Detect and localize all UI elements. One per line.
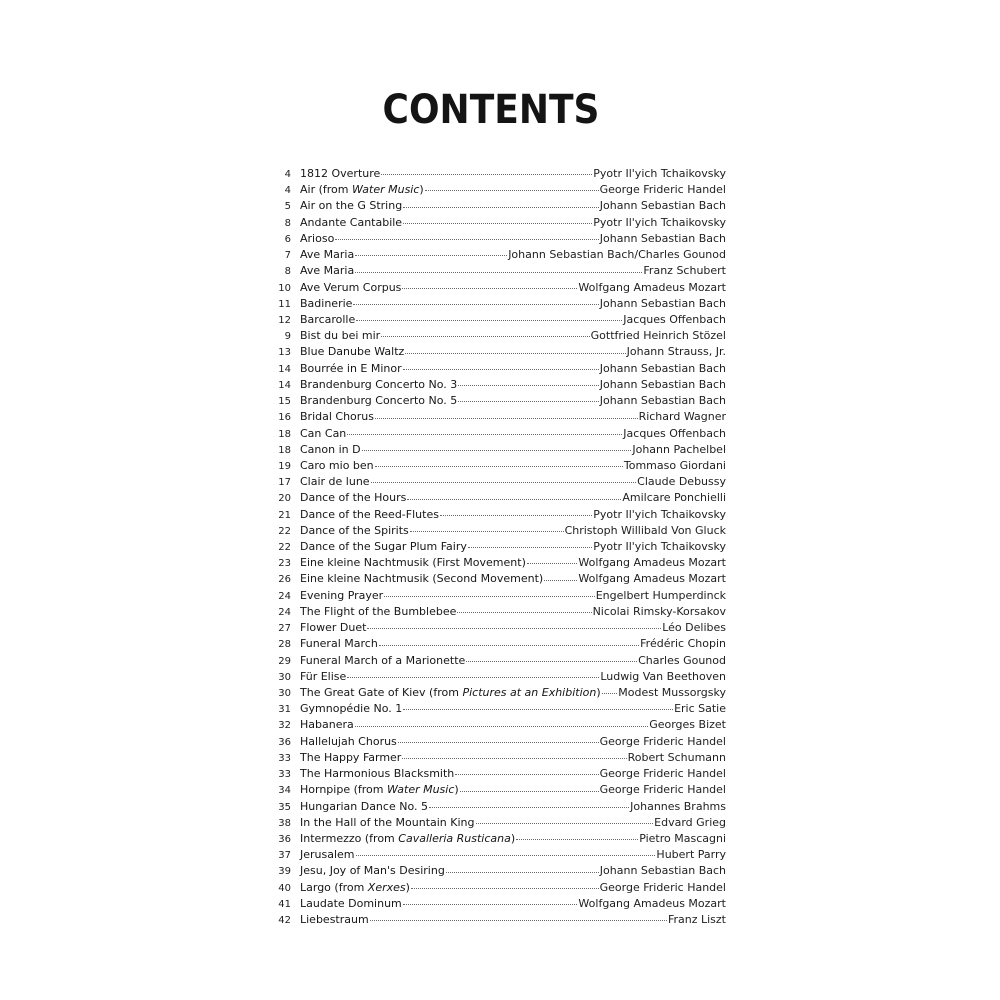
toc-title-suffix: ) (596, 686, 601, 699)
toc-title-text: The Flight of the Bumblebee (300, 604, 457, 618)
dot-leader (355, 725, 648, 727)
toc-title (300, 198, 402, 214)
toc-title-text: Eine kleine Nachtmusik (Second Movement) (300, 572, 544, 586)
toc-title-text: Brandenburg Concerto No. 3 (300, 377, 458, 391)
toc-title-text: Bist du bei mir (300, 329, 381, 343)
toc-composer: Johann Sebastian Bach (599, 361, 726, 375)
toc-title (300, 490, 406, 506)
toc-composer: Wolfgang Amadeus Mozart (578, 280, 726, 294)
toc-entry[interactable] (270, 620, 726, 636)
toc-title-italic: Pictures at an Exhibition (462, 686, 597, 699)
dot-leader (405, 352, 625, 354)
toc-title (300, 474, 370, 490)
toc-title-text: Ave Maria (300, 248, 355, 262)
dot-leader (516, 838, 638, 840)
toc-composer: Hubert Parry (656, 848, 726, 862)
dot-leader (425, 189, 599, 191)
toc-title (300, 280, 401, 296)
toc-title (300, 296, 352, 312)
dot-leader (544, 579, 577, 581)
toc-entry[interactable] (270, 815, 726, 831)
toc-composer: Pyotr Il'yich Tchaikovsky (593, 507, 726, 521)
toc-composer: Johann Sebastian Bach/Charles Gounod (508, 248, 726, 262)
dot-leader (466, 660, 637, 662)
toc-page-number: 10 (278, 282, 291, 294)
toc-composer: Claude Debussy (637, 475, 726, 489)
toc-page-number: 30 (278, 671, 291, 683)
toc-composer: Jacques Offenbach (623, 312, 726, 326)
toc-entry[interactable] (270, 328, 726, 344)
dot-leader (527, 562, 578, 564)
dot-leader (476, 822, 654, 824)
toc-title (300, 863, 445, 879)
toc-composer: Gottfried Heinrich Stözel (590, 329, 726, 343)
toc-entry[interactable] (270, 312, 726, 328)
toc-title-text: Dance of the Sugar Plum Fairy (300, 540, 467, 554)
toc-composer: Robert Schumann (627, 750, 726, 764)
toc-entry[interactable] (270, 409, 726, 425)
toc-title (300, 831, 515, 847)
toc-title (300, 523, 409, 539)
dot-leader (375, 465, 623, 467)
toc-page-number: 42 (278, 915, 291, 927)
toc-title-text: Jesu, Joy of Man's Desiring (300, 864, 445, 878)
toc-composer: Johann Sebastian Bach (599, 394, 726, 408)
toc-entry[interactable] (270, 377, 726, 393)
toc-page-number: 32 (278, 720, 291, 732)
toc-page-number: 5 (284, 201, 291, 213)
toc-title-text: Dance of the Spirits (300, 523, 409, 537)
toc-title (300, 328, 380, 344)
toc-entry[interactable] (270, 604, 726, 620)
toc-title (300, 182, 424, 198)
toc-composer: Richard Wagner (638, 410, 726, 424)
toc-title-text: Largo (from (300, 880, 368, 894)
dot-leader (356, 319, 622, 321)
toc-entry[interactable] (270, 701, 726, 717)
dot-leader (381, 173, 592, 175)
dot-leader (355, 254, 507, 256)
toc-page-number: 23 (278, 558, 291, 570)
toc-page-number: 27 (278, 623, 291, 635)
toc-title-text: The Harmonious Blacksmith (300, 767, 455, 781)
dot-leader (403, 206, 599, 208)
dot-leader (367, 627, 661, 629)
toc-entry[interactable] (270, 750, 726, 766)
toc-page-number: 7 (284, 250, 291, 262)
toc-composer: Tommaso Giordani (623, 458, 726, 472)
toc-title (300, 766, 454, 782)
toc-page-number: 28 (278, 639, 291, 651)
toc-title-text: Bridal Chorus (300, 410, 375, 424)
toc-title (300, 912, 369, 928)
toc-composer: Franz Schubert (643, 264, 726, 278)
toc-page-number: 8 (284, 266, 291, 278)
toc-composer: Johann Sebastian Bach (599, 199, 726, 213)
toc-title (300, 717, 354, 733)
dot-leader (446, 871, 599, 873)
toc-title-suffix: ) (454, 783, 459, 797)
toc-title-text: Bourrée in E Minor (300, 361, 402, 375)
toc-page-number: 41 (278, 898, 291, 910)
toc-composer: Johann Strauss, Jr. (626, 345, 726, 359)
toc-title-text: Jerusalem (300, 848, 355, 862)
toc-entry[interactable] (270, 247, 726, 263)
toc-composer: Ludwig Van Beethoven (600, 669, 726, 683)
toc-title (300, 166, 380, 182)
toc-entry[interactable] (270, 685, 726, 701)
toc-title-italic: Water Music (352, 183, 420, 197)
toc-title-text: The Great Gate of Kiev (from (300, 686, 463, 699)
toc-page-number: 29 (278, 655, 291, 667)
toc-composer: Engelbert Humperdinck (595, 588, 726, 602)
dot-leader (411, 887, 599, 889)
toc-title-text: Arioso (300, 231, 335, 245)
toc-entry[interactable] (270, 896, 726, 912)
toc-title (300, 344, 404, 360)
toc-entry[interactable] (270, 863, 726, 879)
toc-entry[interactable] (270, 912, 726, 928)
toc-title (300, 393, 457, 409)
toc-composer: Johann Sebastian Bach (599, 864, 726, 878)
toc-composer: George Frideric Handel (599, 880, 726, 894)
toc-page-number: 34 (278, 785, 291, 797)
toc-title (300, 426, 346, 442)
toc-title-text: 1812 Overture (300, 167, 381, 180)
toc-title-suffix: ) (419, 183, 424, 197)
dot-leader (335, 238, 598, 240)
toc-entry[interactable] (270, 344, 726, 360)
toc-composer: George Frideric Handel (599, 183, 726, 197)
toc-page-number: 19 (278, 460, 291, 472)
toc-title-text: Eine kleine Nachtmusik (First Movement) (300, 556, 526, 570)
toc-page-number: 21 (278, 509, 291, 521)
dot-leader (371, 481, 637, 483)
toc-title (300, 263, 354, 279)
toc-title (300, 750, 401, 766)
toc-entry[interactable] (270, 831, 726, 847)
toc-composer: Johann Sebastian Bach (599, 231, 726, 245)
toc-page-number: 38 (278, 817, 291, 829)
toc-title (300, 604, 456, 620)
toc-title-text: Hallelujah Chorus (300, 734, 397, 748)
toc-composer: George Frideric Handel (599, 783, 726, 797)
dot-leader (460, 790, 599, 792)
toc-page-number: 30 (278, 688, 291, 699)
toc-entry[interactable] (270, 263, 726, 279)
toc-entry[interactable] (270, 766, 726, 782)
toc-page-number: 4 (284, 169, 291, 180)
dot-leader (468, 546, 592, 548)
toc-entry[interactable] (270, 490, 726, 506)
toc-entry[interactable] (270, 571, 726, 587)
toc-page-number: 11 (278, 298, 291, 310)
toc-entry[interactable] (270, 555, 726, 571)
toc-page-number: 35 (278, 801, 291, 813)
toc-title (300, 588, 383, 604)
dot-leader (458, 400, 598, 402)
toc-title (300, 377, 457, 393)
toc-title (300, 669, 346, 685)
toc-composer: Léo Delibes (662, 621, 726, 635)
toc-entry[interactable] (270, 636, 726, 652)
toc-title-text: Habanera (300, 718, 354, 732)
toc-title-text: Für Elise (300, 669, 347, 683)
dot-leader (347, 676, 599, 678)
toc-title-text: Ave Maria (300, 264, 355, 278)
toc-composer: Eric Satie (674, 702, 726, 716)
toc-page-number: 4 (284, 185, 291, 197)
toc-title (300, 458, 374, 474)
toc-composer: Pyotr Il'yich Tchaikovsky (593, 540, 726, 554)
toc-page-number: 12 (278, 314, 291, 326)
toc-title (300, 896, 402, 912)
toc-title-text: Can Can (300, 426, 347, 440)
toc-entry[interactable] (270, 782, 726, 798)
dot-leader (353, 303, 598, 305)
toc-title-italic: Water Music (386, 783, 455, 797)
dot-leader (429, 806, 629, 808)
toc-composer: Pietro Mascagni (639, 831, 726, 845)
toc-title (300, 247, 354, 263)
toc-title-text: Laudate Dominum (300, 896, 402, 910)
toc-title (300, 555, 526, 571)
toc-entry[interactable] (270, 588, 726, 604)
toc-composer: Charles Gounod (638, 653, 726, 667)
dot-leader (458, 384, 598, 386)
toc-entry[interactable] (270, 847, 726, 863)
toc-title (300, 409, 374, 425)
toc-title-italic: Cavalleria Rusticana (398, 831, 511, 845)
toc-page-number: 20 (278, 493, 291, 505)
toc-title-text: Gymnopédie No. 1 (300, 702, 403, 716)
dot-leader (402, 287, 577, 289)
toc-title (300, 571, 543, 587)
toc-title-text: Dance of the Reed-Flutes (300, 507, 439, 521)
toc-title-text: Funeral March of a Marionette (300, 653, 466, 667)
toc-title-text: Andante Cantabile (300, 215, 403, 229)
toc-composer: Wolfgang Amadeus Mozart (578, 572, 726, 586)
toc-page-number: 31 (278, 704, 291, 716)
toc-title (300, 685, 601, 701)
toc-title-text: Liebestraum (300, 913, 369, 927)
toc-entry[interactable] (270, 361, 726, 377)
toc-title-text: The Happy Farmer (300, 750, 402, 764)
dot-leader (457, 611, 591, 613)
toc-page-number: 39 (278, 866, 291, 878)
toc-title (300, 653, 465, 669)
toc-composer: Johann Sebastian Bach (599, 296, 726, 310)
toc-page-number: 24 (278, 590, 291, 602)
toc-composer: Edvard Grieg (654, 815, 726, 829)
toc-page-number: 22 (278, 542, 291, 554)
toc-title (300, 361, 402, 377)
dot-leader (403, 368, 599, 370)
toc-title-text: Evening Prayer (300, 588, 384, 602)
page-title: CONTENTS (382, 87, 600, 133)
toc-title (300, 215, 402, 231)
toc-entry[interactable] (270, 166, 726, 182)
toc-entry[interactable] (270, 539, 726, 555)
toc-composer: Wolfgang Amadeus Mozart (578, 896, 726, 910)
toc-page-number: 14 (278, 379, 291, 391)
toc-entry[interactable] (270, 426, 726, 442)
toc-composer: Johann Pachelbel (632, 442, 726, 456)
toc-page-number: 26 (278, 574, 291, 586)
dot-leader (355, 271, 642, 273)
toc-title-suffix: ) (405, 880, 410, 894)
toc-composer: Amilcare Ponchielli (622, 491, 726, 505)
toc-composer: Nicolai Rimsky-Korsakov (592, 604, 726, 618)
dot-leader (403, 903, 578, 905)
dot-leader (375, 417, 638, 419)
toc-page-number: 8 (284, 217, 291, 229)
toc-title-text: Canon in D (300, 442, 361, 456)
toc-title (300, 799, 428, 815)
toc-entry[interactable] (270, 442, 726, 458)
toc-title (300, 620, 366, 636)
toc-title-text: Clair de lune (300, 475, 370, 489)
toc-entry[interactable] (270, 523, 726, 539)
toc-entry[interactable] (270, 799, 726, 815)
toc-composer: Pyotr Il'yich Tchaikovsky (593, 215, 726, 229)
dot-leader (410, 530, 564, 532)
dot-leader (356, 854, 656, 856)
dot-leader (362, 449, 632, 451)
toc-entry[interactable] (270, 880, 726, 896)
toc-entry[interactable] (270, 653, 726, 669)
dot-leader (398, 741, 599, 743)
toc-composer: Wolfgang Amadeus Mozart (578, 556, 726, 570)
toc-composer: Georges Bizet (649, 718, 726, 732)
toc-page-number: 18 (278, 428, 291, 440)
toc-title-text: In the Hall of the Mountain King (300, 815, 475, 829)
dot-leader (407, 498, 621, 500)
toc-entry[interactable] (270, 182, 726, 198)
toc-title (300, 231, 334, 247)
toc-page-number: 33 (278, 769, 291, 781)
toc-title (300, 815, 475, 831)
toc-title-suffix: ) (510, 831, 516, 845)
dot-leader (384, 595, 595, 597)
toc-page-number: 6 (284, 233, 291, 245)
toc-title-text: Dance of the Hours (300, 491, 407, 505)
toc-page-number: 15 (278, 396, 291, 408)
toc-composer: Christoph Willibald Von Gluck (564, 523, 726, 537)
toc-entry[interactable] (270, 717, 726, 733)
toc-page-number: 18 (278, 444, 291, 456)
toc-page-number: 36 (278, 736, 291, 748)
toc-title-text: Hungarian Dance No. 5 (300, 799, 428, 813)
toc-composer: Pyotr Il'yich Tchaikovsky (593, 167, 726, 180)
toc-title-text: Funeral March (300, 637, 378, 651)
toc-composer: Johann Sebastian Bach (599, 377, 726, 391)
toc-title-text: Blue Danube Waltz (300, 345, 405, 359)
toc-title (300, 312, 355, 328)
toc-entry[interactable] (270, 215, 726, 231)
toc-composer: Johannes Brahms (630, 799, 726, 813)
toc-page-number: 16 (278, 412, 291, 424)
toc-composer: Frédéric Chopin (640, 637, 726, 651)
toc-title (300, 847, 355, 863)
toc-entry[interactable] (270, 198, 726, 214)
table-of-contents (270, 166, 726, 928)
toc-composer: George Frideric Handel (599, 734, 726, 748)
toc-title-text: Air (from (300, 183, 352, 197)
toc-title-text: Air on the G String (300, 199, 403, 213)
toc-composer: Franz Liszt (667, 913, 726, 927)
toc-entry[interactable] (270, 734, 726, 750)
dot-leader (379, 644, 639, 646)
toc-title-text: Intermezzo (from (300, 831, 399, 845)
toc-title (300, 442, 361, 458)
toc-page-number: 40 (278, 882, 291, 894)
toc-title (300, 701, 402, 717)
dot-leader (403, 708, 673, 710)
toc-page-number: 36 (278, 833, 291, 845)
toc-title-italic: Xerxes (367, 880, 406, 894)
toc-entry[interactable] (270, 393, 726, 409)
dot-leader (440, 514, 592, 516)
toc-page-number: 17 (278, 477, 291, 489)
toc-entry[interactable] (270, 458, 726, 474)
toc-title (300, 782, 459, 798)
toc-title-text: Caro mio ben (300, 458, 374, 472)
dot-leader (402, 757, 626, 759)
toc-title (300, 734, 397, 750)
toc-title (300, 636, 378, 652)
toc-title-text: Hornpipe (from (300, 783, 387, 797)
toc-title (300, 880, 410, 896)
dot-leader (403, 222, 592, 224)
toc-page-number: 9 (284, 331, 291, 343)
toc-title (300, 539, 467, 555)
dot-leader (455, 773, 598, 775)
toc-page-number: 14 (278, 363, 291, 375)
toc-entry[interactable] (270, 296, 726, 312)
toc-title (300, 507, 439, 523)
toc-title-text: Ave Verum Corpus (300, 280, 402, 294)
dot-leader (347, 433, 622, 435)
toc-page-number: 37 (278, 850, 291, 862)
toc-title-text: Badinerie (300, 296, 353, 310)
toc-entry[interactable] (270, 231, 726, 247)
toc-title-text: Brandenburg Concerto No. 5 (300, 394, 458, 408)
toc-entry[interactable] (270, 474, 726, 490)
toc-composer: Modest Mussorgsky (618, 686, 726, 699)
toc-composer: Jacques Offenbach (623, 426, 726, 440)
toc-page-number: 22 (278, 525, 291, 537)
toc-entry[interactable] (270, 507, 726, 523)
dot-leader (370, 919, 667, 921)
toc-page-number: 33 (278, 752, 291, 764)
toc-entry[interactable] (270, 669, 726, 685)
toc-page-number: 24 (278, 606, 291, 618)
toc-title-text: Flower Duet (300, 621, 367, 635)
dot-leader (381, 335, 589, 337)
toc-title-text: Barcarolle (300, 312, 356, 326)
dot-leader (602, 692, 618, 694)
toc-page-number: 13 (278, 347, 291, 359)
toc-composer: George Frideric Handel (599, 767, 726, 781)
toc-entry[interactable] (270, 280, 726, 296)
